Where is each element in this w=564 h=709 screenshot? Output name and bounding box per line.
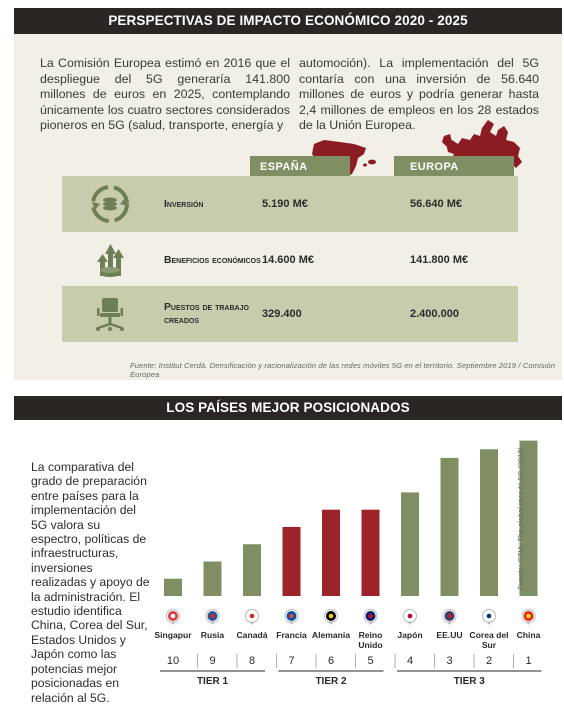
rank-label: 2: [485, 655, 493, 667]
tier-label: TIER 2: [315, 676, 347, 687]
flag-pin: [408, 622, 413, 626]
flag-emblem: [289, 614, 294, 619]
tier-label: TIER 3: [453, 676, 485, 687]
flag-pin: [329, 622, 334, 626]
flag-emblem: [329, 614, 334, 619]
row-label: Beneficios económicos: [164, 254, 261, 266]
flag-pin: [289, 622, 294, 626]
flag-emblem: [368, 614, 373, 619]
investment-cycle-icon: [90, 184, 130, 224]
section1-title: PERSPECTIVAS DE IMPACTO ECONÓMICO 2020 - 2025: [14, 8, 562, 34]
country-label: Alemania: [311, 630, 351, 640]
best-positioned-panel: [14, 396, 562, 705]
intro-text-col2: automoción). La implementación del 5G contaría con una inversión de 56.640 millones de euros y podría generar hasta 2,4 millones de empleos en los 28 estados de la Unión Europea.: [299, 56, 539, 133]
source-note: Fuente: Institut Cerdà. Densificación y racionalización de las redes móviles 5G en el territorio. Septiembre 2019 / Comisión Europea: [130, 361, 556, 379]
rank-label: 7: [288, 655, 295, 667]
flag-emblem: [408, 614, 413, 619]
rank-label: 6: [327, 655, 335, 667]
flag-pin: [368, 622, 373, 626]
country-label: Japón: [397, 630, 423, 640]
rank-label: 1: [525, 655, 532, 667]
europe-value: 141.800 M€: [410, 254, 469, 266]
column-header-spain: ESPAÑA: [250, 156, 350, 178]
country-label: Rusia: [200, 630, 225, 640]
flag-pin: [487, 622, 492, 626]
bar-5: [322, 510, 340, 596]
country-ranking-chart: [14, 396, 562, 705]
bar-9: [480, 449, 498, 596]
economic-impact-panel: [14, 8, 562, 380]
country-label: Canadá: [236, 630, 268, 640]
tier-label: TIER 1: [196, 676, 229, 687]
section2-title: LOS PAÍSES MEJOR POSICIONADOS: [14, 396, 562, 420]
flag-pin: [210, 622, 215, 626]
bar-1: [164, 579, 182, 596]
europe-value: 56.640 M€: [410, 198, 462, 210]
flag-emblem: [210, 614, 215, 619]
country-label: Unido: [358, 640, 383, 650]
country-label: Sur: [481, 640, 497, 650]
spain-value: 329.400: [262, 308, 302, 320]
spain-value: 5.190 M€: [262, 198, 308, 210]
office-chair-icon: [90, 294, 130, 334]
row-label: Inversión: [164, 198, 204, 210]
rank-label: 5: [367, 655, 374, 667]
bar-6: [362, 510, 380, 596]
bar-8: [441, 458, 459, 596]
bar-3: [243, 544, 261, 596]
rank-label: 9: [209, 655, 216, 667]
bar-4: [283, 527, 301, 596]
country-label: Francia: [276, 630, 307, 640]
flag-pin: [447, 622, 452, 626]
europe-value: 2.400.000: [410, 308, 459, 320]
flag-emblem: [171, 614, 176, 619]
row-puestos-trabajo: [62, 286, 518, 342]
bar-2: [204, 561, 222, 596]
flag-emblem: [487, 614, 492, 619]
country-label: Singapur: [154, 630, 192, 640]
flag-emblem: [447, 614, 452, 619]
spain-value: 14.600 M€: [262, 254, 314, 266]
row-beneficios: [62, 232, 518, 288]
economic-growth-icon: [90, 240, 130, 280]
row-inversion: [62, 176, 518, 232]
flag-pin: [526, 622, 531, 626]
country-label: Reino: [358, 630, 383, 640]
intro-text-col1: La Comisión Europea estimó en 2016 que el despliegue del 5G generaría 141.800 millones de euros en 2025, contemplando únicamente los cuatro sectores considerados pioneros en 5G (salud, transporte, energía y: [40, 56, 290, 133]
flag-emblem: [250, 614, 255, 619]
bar-7: [401, 492, 419, 596]
rank-label: 10: [166, 655, 180, 667]
chart-description: La comparativa del grado de preparación entre países para la implementación del 5G valora su espectro, políticas de infraestructuras, inversiones realizadas y apoyo de la administración. El estudio identifica China, Corea del Sur, Estados Unidos y Japón como las potencias mejor posicionadas en relación al 5G.: [31, 460, 150, 705]
chart-source-note: Fuente: CTIA. The global race to 5G (2018): [516, 447, 525, 590]
column-header-europe: EUROPA: [394, 156, 514, 178]
flag-emblem: [526, 614, 531, 619]
country-label: Corea del: [469, 630, 509, 640]
country-label: EE.UU: [436, 630, 463, 640]
flag-pin: [250, 622, 255, 626]
country-label: China: [516, 630, 541, 640]
rank-label: 8: [248, 655, 256, 667]
row-label: Puestos de trabajo creados: [164, 302, 249, 326]
rank-label: 4: [406, 655, 414, 667]
rank-label: 3: [446, 655, 453, 667]
flag-pin: [171, 622, 176, 626]
